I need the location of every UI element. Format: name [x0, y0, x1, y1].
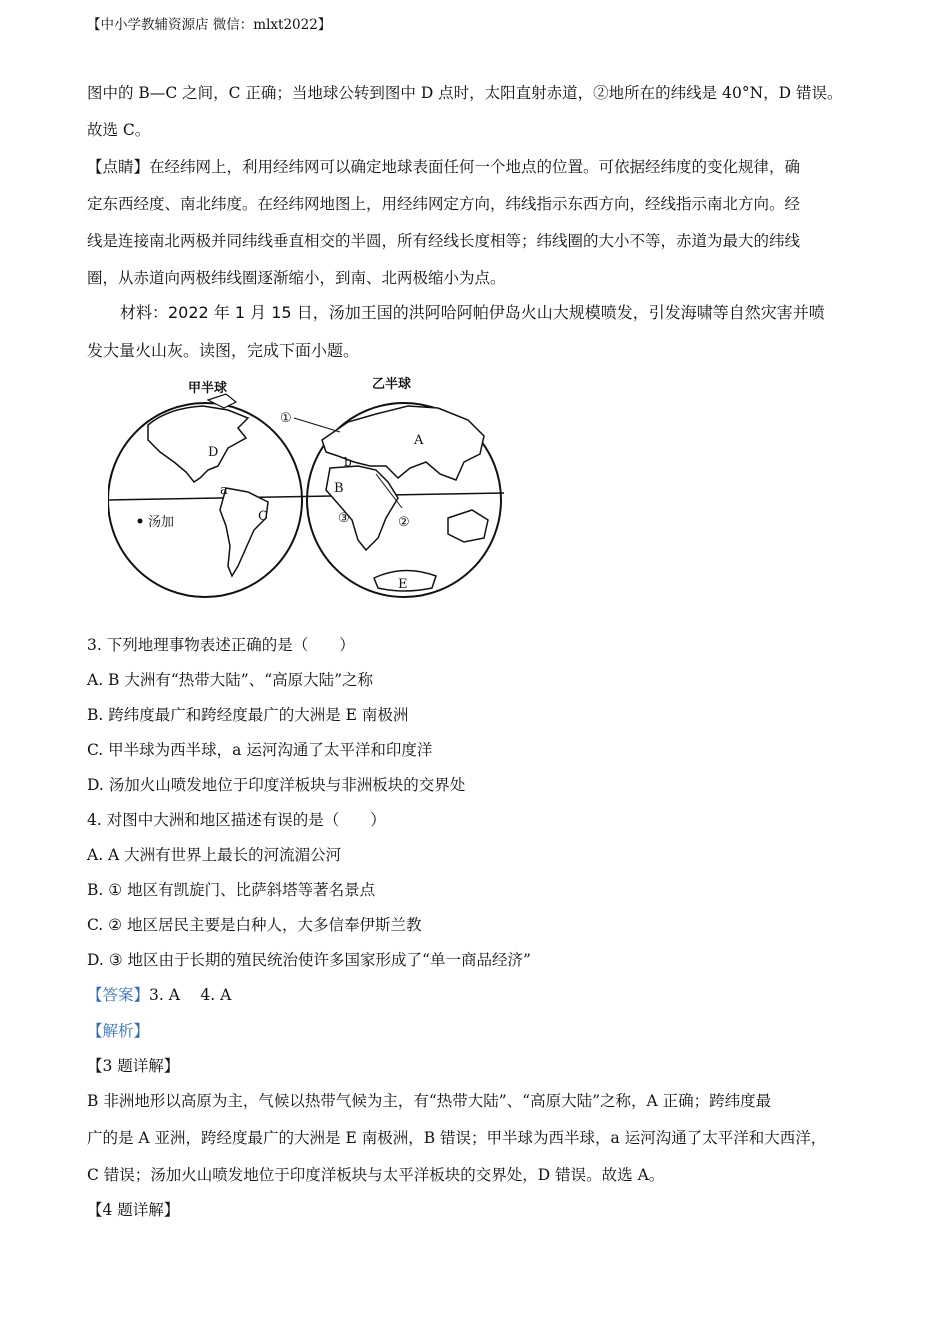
- q4-option-c: C. ② 地区居民主要是白种人，大多信奉伊斯兰教: [87, 916, 422, 934]
- label-marker-3: ③: [338, 511, 350, 526]
- answer-line: [87, 983, 231, 1005]
- label-E: E: [398, 577, 408, 592]
- answer-text: 3. A 4. A: [149, 986, 232, 1004]
- label-a: a: [220, 483, 228, 498]
- answer-tag: 【答案】: [87, 986, 150, 1004]
- q3-option-b: B. 跨纬度最广和跨经度最广的大洲是 E 南极洲: [87, 706, 409, 724]
- prev-answer-line-2: 故选 C。: [87, 121, 151, 139]
- material-line-1: 材料：2022 年 1 月 15 日，汤加王国的洪阿哈阿帕伊岛火山大规模喷发，引发海啸等自然灾害并喷: [120, 303, 825, 322]
- q3-option-a: A. B 大洲有“热带大陆”、“高原大陆”之称: [87, 671, 374, 689]
- q3-option-d: D. 汤加火山喷发地位于印度洋板块与非洲板块的交界处: [87, 776, 466, 794]
- label-b: b: [344, 455, 352, 469]
- q3-detail-title: 【3 题详解】: [87, 1057, 180, 1075]
- hemisphere-map-svg: [108, 370, 508, 602]
- tonga-dot: [138, 519, 143, 524]
- label-marker-2: ②: [398, 515, 410, 530]
- q4-option-b: B. ① 地区有凯旋门、比萨斜塔等著名景点: [87, 881, 376, 899]
- label-C: C: [258, 509, 268, 524]
- material-line-2: 发大量火山灰。读图，完成下面小题。: [87, 341, 360, 360]
- map-title-right: 乙半球: [372, 377, 412, 392]
- marker-1-leader: [294, 418, 340, 432]
- label-tonga: 汤加: [148, 515, 175, 530]
- analysis-tag: 【解析】: [87, 1022, 150, 1040]
- label-marker-1: ①: [280, 411, 292, 426]
- q4-detail-title: 【4 题详解】: [87, 1201, 180, 1219]
- label-B: B: [334, 481, 344, 496]
- q4-stem: 4. 对图中大洲和地区描述有误的是（ ）: [87, 811, 386, 829]
- map-title-left: 甲半球: [188, 381, 228, 396]
- prev-answer-line-1: 图中的 B—C 之间，C 正确；当地球公转到图中 D 点时，太阳直射赤道，②地所在的纬线是 40°N，D 错误。: [87, 84, 843, 102]
- q3-option-c: C. 甲半球为西半球，a 运河沟通了太平洋和印度洋: [87, 741, 433, 759]
- tip-line-3: 线是连接南北两极并同纬线垂直相交的半圆，所有经线长度相等；纬线圈的大小不等，赤道为最大的纬线: [87, 232, 801, 250]
- tip-line-1: 【点睛】在经纬网上，利用经纬网可以确定地球表面任何一个地点的位置。可依据经纬度的变化规律，确: [87, 158, 801, 176]
- q3-detail-line-3: C 错误；汤加火山喷发地位于印度洋板块与太平洋板块的交界处，D 错误。故选 A。: [87, 1166, 665, 1184]
- tip-line-2: 定东西经度、南北纬度。在经纬网地图上，用经纬网定方向，纬线指示东西方向，经线指示南北方向。经: [87, 195, 801, 213]
- q4-option-d: D. ③ 地区由于长期的殖民统治使许多国家形成了“单一商品经济”: [87, 951, 531, 969]
- tip-line-4: 圈，从赤道向两极纬线圈逐渐缩小，到南、北两极缩小为点。: [87, 269, 506, 287]
- q4-option-a: A. A 大洲有世界上最长的河流湄公河: [87, 846, 342, 864]
- page-header: 【中小学教辅资源店 微信：mlxt2022】: [87, 17, 332, 33]
- q3-stem: 3. 下列地理事物表述正确的是（ ）: [87, 636, 355, 654]
- label-A: A: [414, 433, 424, 448]
- q3-detail-line-1: B 非洲地形以高原为主，气候以热带气候为主，有“热带大陆”、“高原大陆”之称，A 正确；跨纬度最: [87, 1092, 772, 1110]
- q3-detail-line-2: 广的是 A 亚洲，跨经度最广的大洲是 E 南极洲，B 错误；甲半球为西半球，a 运河沟通了太平洋和大西洋，: [87, 1129, 827, 1147]
- hemisphere-map: [108, 370, 508, 602]
- label-D: D: [208, 445, 219, 460]
